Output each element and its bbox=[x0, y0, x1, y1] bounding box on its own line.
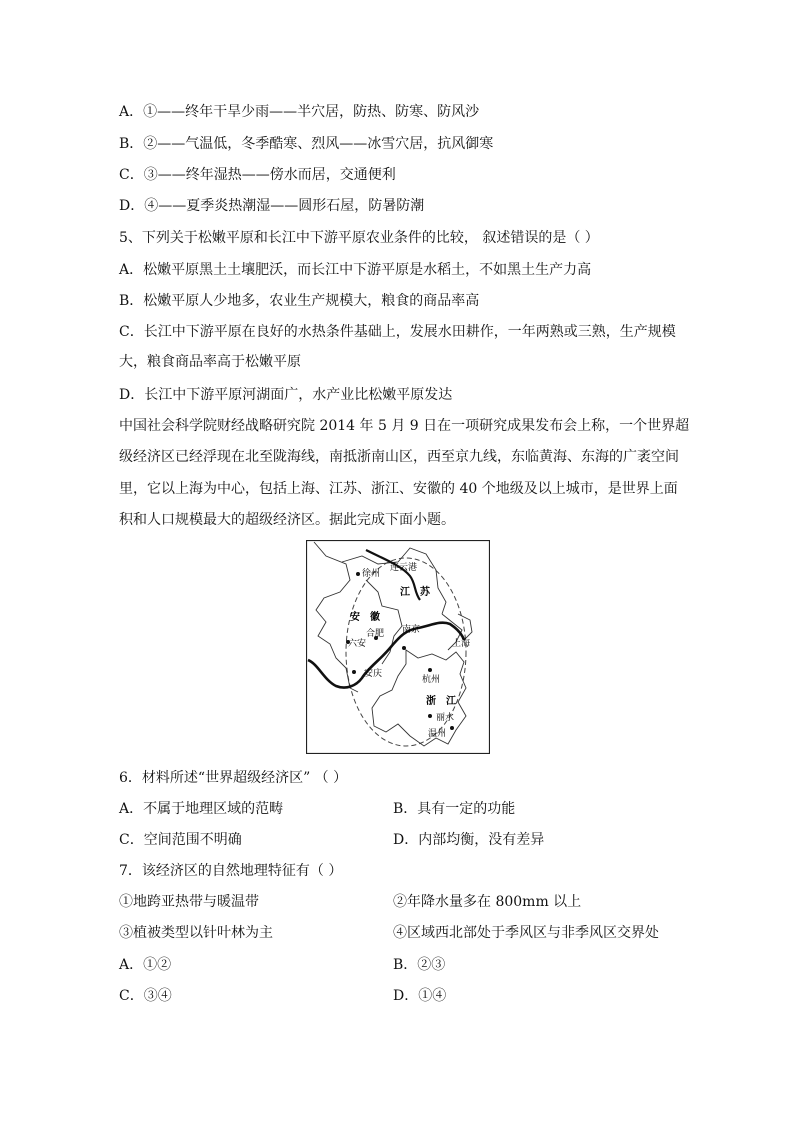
q5-stem: 5、下列关于松嫩平原和长江中下游平原农业条件的比较， 叙述错误的是（ ） bbox=[119, 230, 599, 246]
label-zhejiang: 浙 江 bbox=[426, 696, 456, 707]
label-wenzhou: 温州 bbox=[428, 729, 447, 739]
q7-stem: 7．该经济区的自然地理特征有（ ） bbox=[119, 863, 343, 879]
label-lianyungang: 连云港 bbox=[390, 563, 418, 573]
q7-statement-2: ②年降水量多在 800mm 以上 bbox=[393, 894, 582, 910]
map-figure bbox=[306, 540, 490, 754]
q7-option-b: B．②③ bbox=[393, 957, 446, 973]
q7-statement-4: ④区域西北部处于季风区与非季风区交界处 bbox=[393, 925, 659, 941]
label-anhui: 安 徽 bbox=[350, 612, 380, 623]
q6-option-c: C．空间范围不明确 bbox=[119, 832, 242, 848]
q4-option-d: D．④——夏季炎热潮湿——圆形石屋，防暑防潮 bbox=[119, 198, 425, 214]
q6-stem: 6．材料所述“世界超级经济区” （ ） bbox=[119, 770, 348, 786]
label-xuzhou: 徐州 bbox=[362, 569, 381, 579]
passage-line-4: 积和人口规模最大的超级经济区。据此完成下面小题。 bbox=[119, 512, 455, 528]
q5-option-a: A．松嫩平原黑土土壤肥沃，而长江中下游平原是水稻土，不如黑土生产力高 bbox=[119, 262, 592, 278]
anqing-dot bbox=[352, 670, 356, 674]
xuzhou-dot bbox=[356, 572, 360, 576]
passage-line-3: 里，它以上海为中心，包括上海、江苏、浙江、安徽的 40 个地级及以上城市，是世界上面 bbox=[119, 481, 678, 497]
q7-option-a: A．①② bbox=[119, 957, 172, 973]
q6-option-a: A．不属于地理区域的范畴 bbox=[119, 801, 284, 817]
q7-option-d: D．①④ bbox=[393, 988, 447, 1004]
q7-statement-3: ③植被类型以针叶林为主 bbox=[119, 925, 273, 941]
q6-option-d: D．内部均衡，没有差异 bbox=[393, 832, 545, 848]
q7-option-c: C．③④ bbox=[119, 988, 172, 1004]
q7-statement-1: ①地跨亚热带与暖温带 bbox=[119, 894, 259, 910]
q4-option-b: B．②——气温低，冬季酷寒、烈风——冰雪穴居，抗风御寒 bbox=[119, 136, 494, 152]
label-jiangsu: 江 苏 bbox=[400, 587, 430, 598]
label-hangzhou: 杭州 bbox=[422, 675, 441, 685]
q5-option-d: D．长江中下游平原河湖面广，水产业比松嫩平原发达 bbox=[119, 387, 453, 403]
label-shanghai: 上海 bbox=[452, 639, 471, 649]
nanjing-dot bbox=[402, 646, 406, 650]
label-nanjing: 南京 bbox=[402, 625, 421, 635]
region-map bbox=[306, 540, 490, 754]
hangzhou-dot bbox=[428, 668, 432, 672]
label-luan: 六安 bbox=[348, 639, 367, 649]
q5-option-c-line2: 大，粮食商品率高于松嫩平原 bbox=[119, 354, 301, 370]
label-anqing: 安庆 bbox=[364, 669, 383, 679]
label-hefei: 合肥 bbox=[366, 629, 385, 639]
passage-line-2: 级经济区已经浮现在北至陇海线，南抵浙南山区，西至京九线，东临黄海、东海的广袤空间 bbox=[119, 449, 679, 465]
lishui-dot bbox=[428, 714, 432, 718]
passage-line-1: 中国社会科学院财经战略研究院 2014 年 5 月 9 日在一项研究成果发布会上称，一个世界超 bbox=[119, 418, 690, 434]
wenzhou-dot bbox=[450, 726, 454, 730]
q5-option-b: B．松嫩平原人少地多，农业生产规模大，粮食的商品率高 bbox=[119, 293, 480, 309]
q4-option-c: C．③——终年湿热——傍水而居，交通便利 bbox=[119, 167, 396, 183]
q5-option-c-line1: C．长江中下游平原在良好的水热条件基础上，发展水田耕作，一年两熟或三熟，生产规模 bbox=[119, 324, 676, 340]
q4-option-a: A．①——终年干旱少雨——半穴居，防热、防寒、防风沙 bbox=[119, 104, 480, 120]
label-lishui: 丽水 bbox=[436, 713, 455, 723]
q6-option-b: B．具有一定的功能 bbox=[393, 801, 516, 817]
